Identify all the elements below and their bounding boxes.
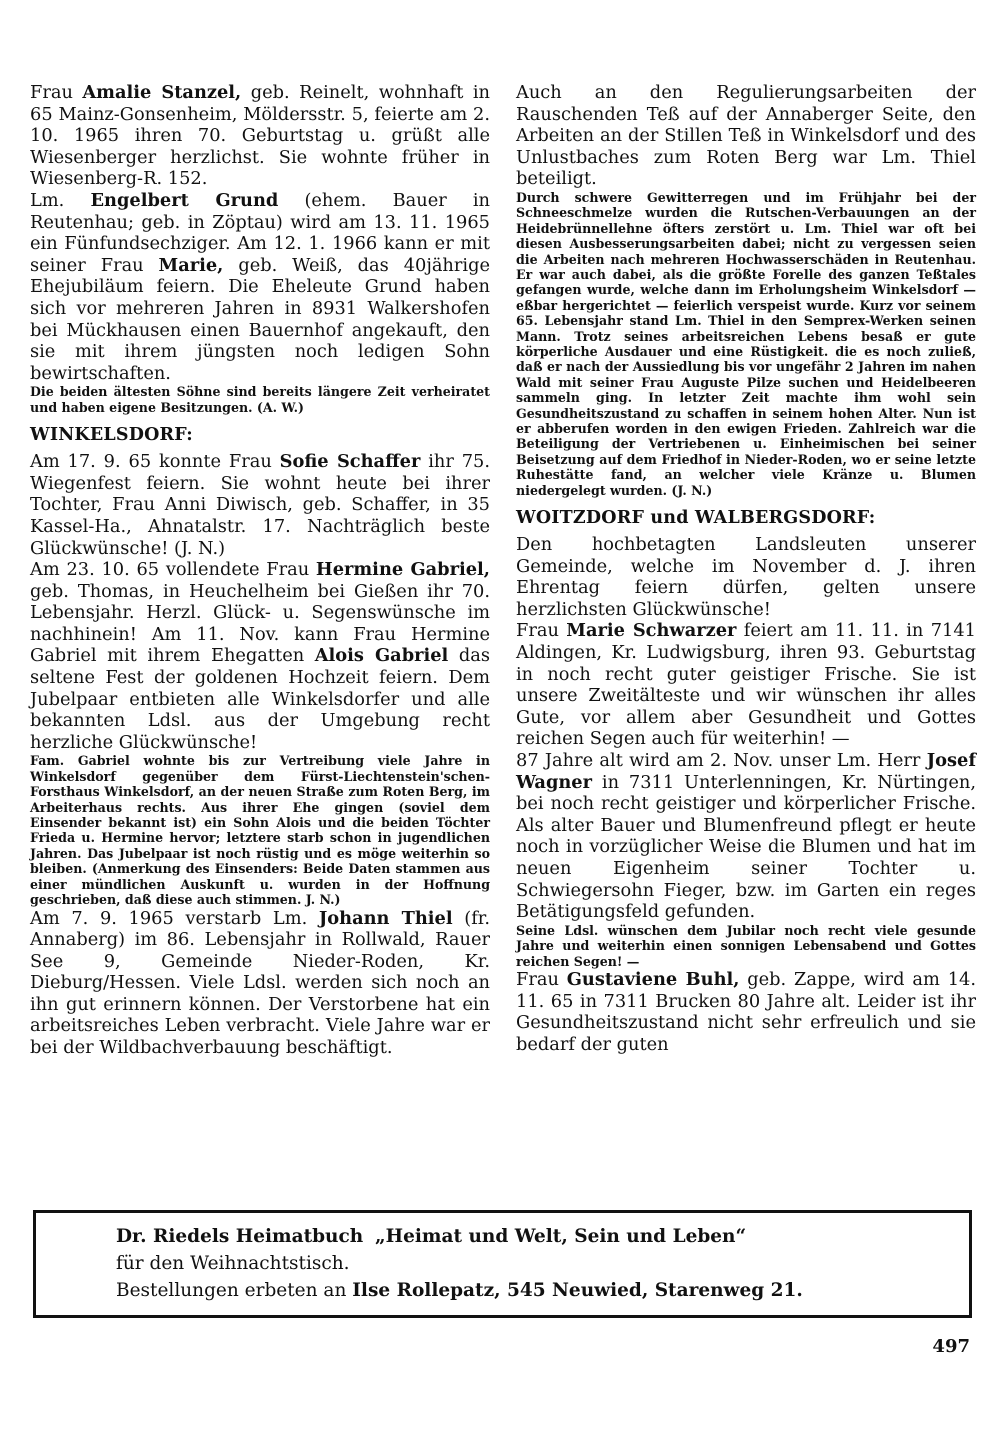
page-number: 497: [932, 1336, 970, 1357]
article-buhl: Frau Gustaviene Buhl, geb. Zappe, wird am 14. 11. 65 in 7311 Brucken 80 Jahre alt. Leider ist ihr Gesundheitszustand nicht sehr erfreulich und sie bedarf der guten: [516, 969, 976, 1055]
advertisement-box: [33, 1210, 972, 1318]
advertisement-text: [116, 1223, 803, 1304]
article-wagner: 87 Jahre alt wird am 2. Nov. unser Lm. Herr Josef Wagner in 7311 Unterlenningen, Kr. Nürtingen, bei noch recht geistiger und körperlicher Frische. Als alter Bauer und Blumenfreund pflegt er heute noch in vorzüglicher Weise die Blumen und hat im neuen Eigenheim seiner Tochter u. Schwiegersohn Fieger, bzw. im Garten ein reges Betätigungsfeld gefunden.: [516, 750, 976, 923]
right-column: [516, 82, 976, 1055]
left-column: [30, 82, 490, 1059]
note-thiel: Durch schwere Gewitterregen und im Frühjahr bei der Schneeschmelze wurden die Rutschen-Verbauungen an der Heidebrünnellehne öfters zerstört u. Lm. Thiel war oft bei diesen Ausbesserungsarbeiten dabei; nicht zu vergessen seien die Arbeiten nach mehreren Hochwasserschäden in Reutenhau. Er war auch dabei, als die größte Forelle des ganzen Teßtales gefangen wurde, welche dann im Erholungsheim Winkelsdorf — eßbar hergerichtet — feierlich verspeist wurde. Kurz vor seinem 65. Lebensjahr stand Lm. Thiel in den Semprex-Werken seinen Mann. Trotz seines arbeitsreichen Lebens besaß er gute körperliche Ausdauer und eine Rüstigkeit. die es noch zuließ, daß er nach der Aussiedlung bis vor ungefähr 2 Jahren im nahen Wald mit seiner Frau Auguste Pilze suchen und Heidelbeeren sammeln ging. In letzter Zeit machte ihm wohl sein Gesundheitszustand zu schaffen in seinem hohen Alter. Nun ist er abberufen worden in den ewigen Frieden. Zahlreich war die Beteiligung der Vertriebenen u. Einheimischen bei seiner Beisetzung auf dem Friedhof in Nieder-Roden, wo er seine letzte Ruhestätte fand, an welcher viele Kränze u. Blumen niedergelegt wurden. (J. N.): [516, 189, 976, 498]
ad-line-1: Dr. Riedels Heimatbuch „Heimat und Welt, Sein und Leben“: [116, 1226, 747, 1247]
article-gabriel: Am 23. 10. 65 vollendete Frau Hermine Gabriel, geb. Thomas, in Heuchelheim bei Gießen ihr 70. Lebensjahr. Herzl. Glück- u. Segenswünsche im nachhinein! Am 11. Nov. kann Frau Hermine Gabriel mit ihrem Ehegatten Alois Gabriel das seltene Fest der goldenen Hochzeit feiern. Dem Jubelpaar entbieten alle Winkelsdorfer und alle bekannten Ldsl. aus der Umgebung recht herzliche Glückwünsche!: [30, 559, 490, 753]
heading-woitzdorf: WOITZDORF und WALBERGSDORF:: [516, 508, 876, 529]
note-grund: Die beiden ältesten Söhne sind bereits längere Zeit verheiratet und haben eigene Besitzungen. (A. W.): [30, 384, 490, 415]
article-stanzel: Frau Amalie Stanzel, geb. Reinelt, wohnhaft in 65 Mainz-Gonsenheim, Möldersstr. 5, feierte am 2. 10. 1965 ihren 70. Geburtstag u. grüßt alle Wiesenberger herzlichst. Sie wohnte früher in Wiesenberg-R. 152.: [30, 82, 490, 190]
article-schwarzer: Frau Marie Schwarzer feiert am 11. 11. in 7141 Aldingen, Kr. Ludwigsburg, ihren 93. Geburtstag in noch recht guter geistiger Frische. Sie ist unsere Zweitälteste und wir wünschen ihr alles Gute, vor allem aber Gesundheit und Gottes reichen Segen auch für weiterhin! —: [516, 620, 976, 750]
heading-winkelsdorf: WINKELSDORF:: [30, 425, 193, 446]
ad-line-3: Bestellungen erbeten an Ilse Rollepatz, 545 Neuwied, Starenweg 21.: [116, 1280, 803, 1301]
note-wagner: Seine Ldsl. wünschen dem Jubilar noch recht viele gesunde Jahre und weiterhin einen sonnigen Lebensabend und Gottes reichen Segen! —: [516, 922, 976, 969]
article-thiel: Am 7. 9. 1965 verstarb Lm. Johann Thiel (fr. Annaberg) im 86. Lebensjahr in Rollwald, Rauer See 9, Gemeinde Nieder-Roden, Kr. Dieburg/Hessen. Viele Ldsl. werden sich noch an ihn gut erinnern können. Der Verstorbene hat ein arbeitsreiches Leben verbracht. Viele Jahre war er bei der Wildbachverbauung beschäftigt.: [30, 907, 490, 1059]
article-schaffer: Am 17. 9. 65 konnte Frau Sofie Schaffer ihr 75. Wiegenfest feiern. Sie wohnt heute bei ihrer Tochter, Frau Anni Diwisch, geb. Schaffer, in 35 Kassel-Ha., Ahnatalstr. 17. Nachträglich beste Glückwünsche! (J. N.): [30, 451, 490, 559]
article-greeting: Den hochbetagten Landsleuten unserer Gemeinde, welche im November d. J. ihren Ehrentag feiern dürfen, gelten unsere herzlichsten Glückwünsche!: [516, 534, 976, 620]
article-thiel-continued: Auch an den Regulierungsarbeiten der Rauschenden Teß auf der Annaberger Seite, den Arbeiten an der Stillen Teß in Winkelsdorf und des Unlustbaches zum Roten Berg war Lm. Thiel beteiligt.: [516, 82, 976, 190]
ad-line-2: für den Weihnachtstisch.: [116, 1253, 350, 1274]
article-grund: Lm. Engelbert Grund (ehem. Bauer in Reutenhau; geb. in Zöptau) wird am 13. 11. 1965 ein Fünfundsechziger. Am 12. 1. 1966 kann er mit seiner Frau Marie, geb. Weiß, das 40jährige Ehejubiläum feiern. Die Eheleute Grund haben sich vor mehreren Jahren in 8931 Walkershofen bei Mückhausen einen Bauernhof angekauft, den sie mit ihrem jüngsten noch ledigen Sohn bewirtschaften.: [30, 189, 491, 384]
note-gabriel: Fam. Gabriel wohnte bis zur Vertreibung viele Jahre in Winkelsdorf gegenüber dem Fürst-Liechtenstein'schen-Forsthaus Winkelsdorf, an der neuen Straße zum Roten Berg, im Arbeiterhaus rechts. Aus ihrer Ehe gingen (soviel dem Einsender bekannt ist) ein Sohn Alois und die beiden Töchter Frieda u. Hermine hervor; letztere starb schon in jugendlichen Jahren. Das Jubelpaar ist noch rüstig und es möge weiterhin so bleiben. (Anmerkung des Einsenders: Beide Daten stammen aus einer mündlichen Auskunft u. wurden in der Hoffnung geschrieben, daß diese auch stimmen. J. N.): [30, 753, 490, 908]
